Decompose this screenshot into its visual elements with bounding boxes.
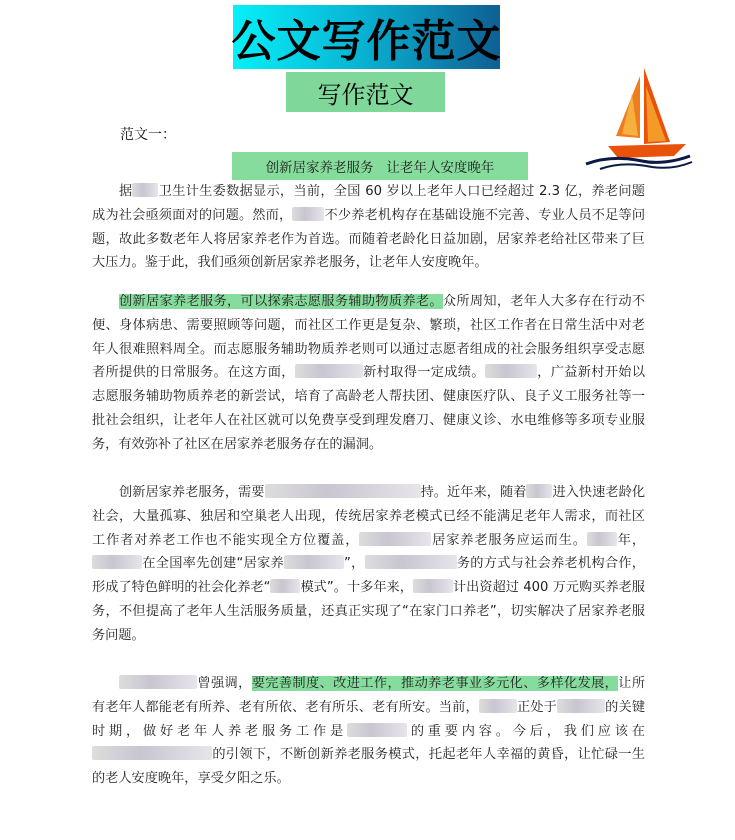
p4-text-b: 让所有老年人都能老有所养、老有所依、老有所乐、老有所安。当前，: [92, 676, 646, 715]
page-title: 公文写作范文: [231, 16, 502, 67]
sample-label: 范文一：: [120, 127, 176, 143]
redaction-blur: [132, 183, 158, 197]
p3-text-j: 计出资超过 400 万元购买养老服务，不但提高了老年人生活服务质量，还真正实现了“在家门口养老”，切实解决了居家养老服务问题。: [92, 580, 645, 643]
redaction-blur: [359, 532, 431, 546]
redaction-blur: [292, 207, 324, 221]
redaction-blur: [587, 532, 617, 546]
redaction-blur: [284, 555, 344, 569]
p1-text-a: 据: [119, 184, 133, 199]
sailboat-logo: [582, 66, 694, 170]
p3-text-f: 在全国率先创建“居家养: [142, 556, 284, 572]
redaction-blur: [485, 364, 537, 378]
p3-text-a: 创新居家养老服务，需要: [119, 485, 265, 500]
p3-text-b: 持。近年来，随着: [420, 485, 527, 500]
p2-text-c: ，广益新村开始以志愿服务辅助物质养老的新尝试，培育了高龄老人帮扶团、健康医疗队、良子义工服务社等一批社会组织，让老年人在社区就可以免费享受到理发磨刀、健康义诊、水电维修等多项专业服务，有效弥补了社区在居家养老服务存在的漏洞。: [92, 365, 646, 452]
redaction-blur: [347, 723, 407, 737]
redaction-blur: [295, 364, 363, 378]
redaction-blur: [92, 555, 142, 569]
p2-text-b: 新村取得一定成绩。: [362, 365, 485, 381]
p1-text-b: 卫生计生委数据显示，当前，全国 60 岁以上老年人口已经超过 2.3 亿，养老问题成为社会亟须面对的问题。然而，: [92, 184, 645, 223]
p3-text-e: 年，: [616, 532, 646, 548]
p3-text-i: 模式”。十多年来，: [300, 580, 413, 596]
redaction-blur: [270, 579, 300, 593]
p1-text-c: 不少养老机构存在基础设施不完善、专业人员不足等问题，故此多数老年人将居家养老作为首选。而随着老龄化日益加剧，居家养老给社区带来了巨大压力。鉴于此，我们亟须创新居家养老服务，让老年人安度晚年。: [92, 207, 646, 271]
paragraph-4: [92, 672, 645, 791]
p4-text-e: 的重要内容。今后，我们应该在: [407, 723, 645, 739]
redaction-blur: [413, 579, 453, 593]
p3-text-h: 务的方式与社会养老机构合作，形成了特色鲜明的社会化养老“: [92, 556, 645, 596]
p4-text-c: 正处于: [516, 699, 557, 715]
p3-text-g: ”，: [343, 556, 365, 572]
paragraph-3: [92, 481, 645, 648]
article-headline: [232, 152, 528, 180]
p4-highlight: 要完善制度、改进工作，推动养老事业多元化、多样化发展，: [251, 676, 619, 691]
redaction-blur: [92, 746, 212, 760]
headline-text: 创新居家养老服务 让老年人安度晚年: [265, 160, 495, 176]
p4-text-a: 曾强调，: [197, 676, 252, 691]
p2-text-a: 众所周知，老年人大多存在行动不便、身体病患、需要照顾等问题，而社区工作更是复杂、繁琐，社区工作者在日常生活中对老年人很难照料周全。而志愿服务辅助物质养老则可以通过志愿者组成的社会服务组织享受志愿者所提供的日常服务。在这方面，: [92, 294, 646, 381]
paragraph-2: [92, 290, 645, 457]
redaction-blur: [119, 675, 197, 689]
paragraph-1: [92, 180, 645, 275]
redaction-blur: [479, 699, 517, 713]
redaction-blur: [365, 555, 457, 569]
title-banner: [233, 5, 500, 69]
p4-text-f: 的引领下，不断创新养老服务模式，托起老年人幸福的黄昏，让忙碌一生的老人安度晚年，享受夕阳之乐。: [92, 747, 645, 787]
p3-text-d: 居家养老服务应运而生。: [431, 532, 587, 548]
redaction-blur: [265, 484, 421, 498]
redaction-blur: [557, 699, 605, 713]
page-subtitle: 写作范文: [317, 80, 414, 109]
subtitle-banner: [286, 72, 445, 112]
p3-text-c: 进入快速老龄化社会，大量孤寡、独居和空巢老人出现，传统居家养老模式已经不能满足老年人需求，而社区工作者对养老工作也不能实现全方位覆盖，: [92, 485, 646, 548]
p4-text-d: 的关键时期，做好老年人养老服务工作是: [92, 699, 646, 739]
redaction-blur: [526, 484, 552, 498]
p2-highlight: 创新居家养老服务，可以探索志愿服务辅助物质养老。: [119, 294, 443, 309]
